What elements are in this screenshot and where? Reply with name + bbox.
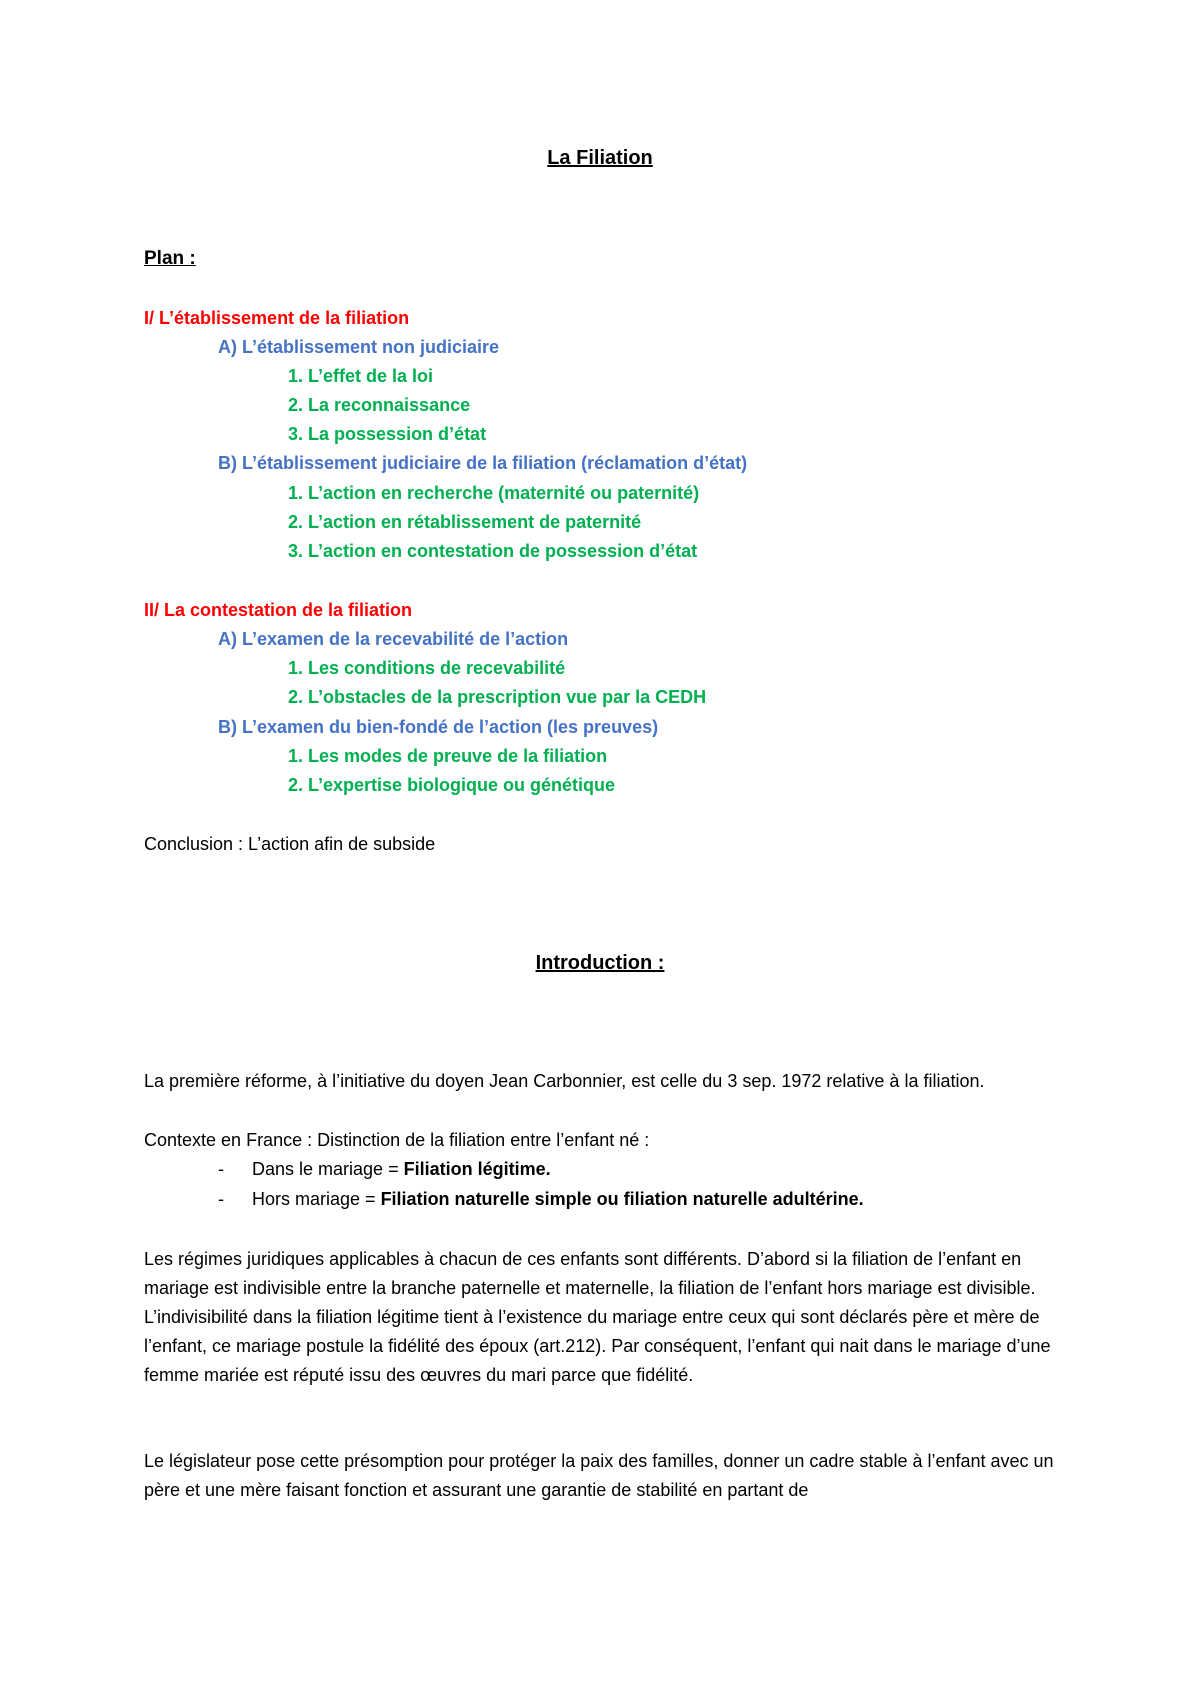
bullet-dash: -	[218, 1159, 224, 1179]
bullet-bold-text: Filiation naturelle simple ou filiation naturelle adultérine.	[380, 1189, 864, 1209]
plan-part-1-a-item-3: 3. La possession d’état	[288, 424, 487, 444]
bullet-prefix: Dans le mariage =	[252, 1159, 404, 1179]
plan-part-1-a-item-1: 1. L’effet de la loi	[288, 366, 434, 386]
intro-bullet-1	[218, 1157, 551, 1181]
bullet-prefix: Hors mariage =	[252, 1189, 381, 1209]
plan-part-1-section-b: B) L’établissement judiciaire de la filiation (réclamation d’état)	[218, 453, 748, 473]
intro-context-line: Contexte en France : Distinction de la filiation entre l’enfant né :	[144, 1130, 650, 1150]
plan-part-2-section-b: B) L’examen du bien-fondé de l’action (les preuves)	[218, 717, 659, 737]
plan-part-2-b-item-1: 1. Les modes de preuve de la filiation	[288, 746, 608, 766]
plan-part-1-b-item-2: 2. L’action en rétablissement de paternité	[288, 512, 642, 532]
plan-part-2-title: II/ La contestation de la filiation	[144, 600, 413, 620]
plan-part-1-b-item-1: 1. L’action en recherche (maternité ou paternité)	[288, 483, 700, 503]
bullet-bold-text: Filiation légitime.	[403, 1159, 551, 1179]
plan-part-2-b-item-2: 2. L’expertise biologique ou génétique	[288, 775, 616, 795]
plan-part-1-section-a: A) L’établissement non judiciaire	[218, 337, 500, 357]
bullet-dash: -	[218, 1189, 224, 1209]
intro-paragraph-2: Les régimes juridiques applicables à chacun de ces enfants sont différents. D’abord si la filiation de l’enfant en mariage est indivisible entre la branche paternelle et maternelle, la filiation de l’enfant hors mariage est divisible. L’indivisibilité dans la filiation légitime tient à l’existence du mariage entre ceux qui sont déclarés père et mère de l’enfant, ce mariage postule la fidélité des époux (art.212). Par conséquent, l’enfant qui nait dans le mariage d’une femme mariée est réputé issu des œuvres du mari parce que fidélité.	[144, 1249, 1051, 1385]
plan-part-1-b-item-3: 3. L’action en contestation de possession d’état	[288, 541, 698, 561]
intro-paragraph-3: Le législateur pose cette présomption pour protéger la paix des familles, donner un cadre stable à l’enfant avec un père et une mère faisant fonction et assurant une garantie de stabilité en partant de	[144, 1451, 1054, 1500]
plan-part-2-a-item-2: 2. L’obstacles de la prescription vue par la CEDH	[288, 687, 707, 707]
document-title: La Filiation	[547, 147, 653, 169]
plan-part-1-a-item-2: 2. La reconnaissance	[288, 395, 471, 415]
introduction-heading: Introduction :	[535, 952, 665, 974]
intro-bullet-2	[218, 1187, 864, 1211]
plan-heading: Plan :	[144, 248, 196, 269]
plan-part-2-a-item-1: 1. Les conditions de recevabilité	[288, 658, 566, 678]
plan-part-1-title: I/ L’établissement de la filiation	[144, 308, 410, 328]
plan-part-2-section-a: A) L’examen de la recevabilité de l’action	[218, 629, 569, 649]
plan-conclusion: Conclusion : L’action afin de subside	[144, 834, 436, 854]
intro-paragraph-1: La première réforme, à l’initiative du doyen Jean Carbonnier, est celle du 3 sep. 1972 relative à la filiation.	[144, 1071, 985, 1091]
